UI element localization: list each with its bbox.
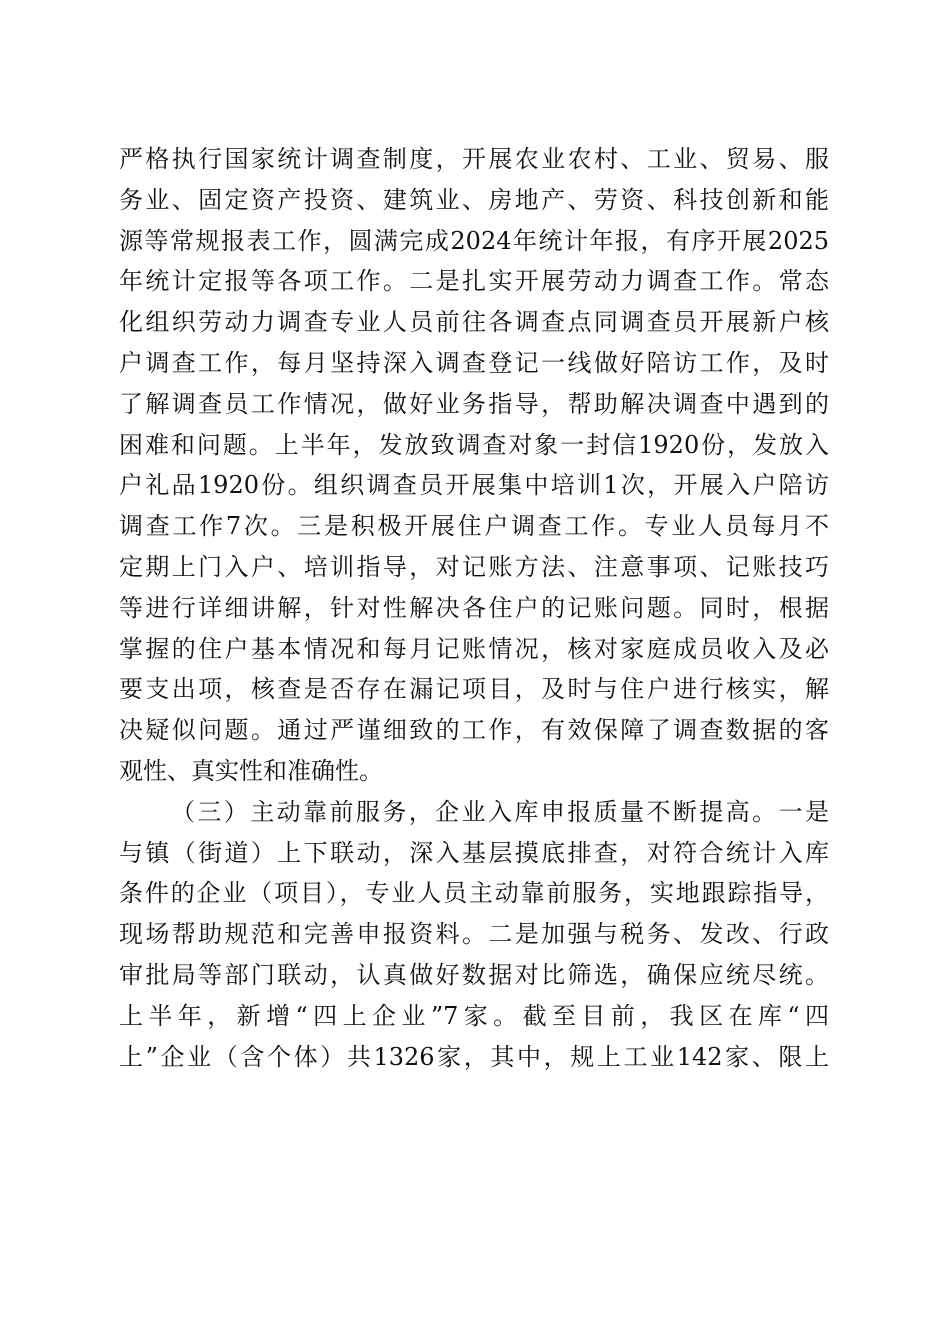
text-line-23: 上”企业（含个体）共1326家，其中，规上工业142家、限上: [119, 1042, 829, 1071]
text-line-16: 观性、真实性和准确性。: [119, 756, 383, 785]
text-line-14: 要支出项，核查是否存在漏记项目，及时与住户进行核实，解: [119, 675, 829, 704]
text-line-13: 掌握的住户基本情况和每月记账情况，核对家庭成员收入及必: [119, 634, 829, 663]
section-heading-line: （三）主动靠前服务，企业入库申报质量不断提高。一是: [171, 797, 829, 826]
text-line-7: 了解调查员工作情况，做好业务指导，帮助解决调查中遇到的: [119, 389, 829, 418]
text-line-11: 定期上门入户、培训指导，对记账方法、注意事项、记账技巧: [119, 552, 829, 581]
text-line-20: 现场帮助规范和完善申报资料。二是加强与税务、发改、行政: [119, 920, 829, 949]
text-line-21: 审批局等部门联动，认真做好数据对比筛选，确保应统尽统。: [119, 960, 829, 989]
text-line-18: 与镇（街道）上下联动，深入基层摸底排查，对符合统计入库: [119, 838, 829, 867]
text-line-10: 调查工作7次。三是积极开展住户调查工作。专业人员每月不: [119, 512, 829, 541]
text-line-8: 困难和问题。上半年，发放致调查对象一封信1920份，发放入: [119, 430, 829, 459]
body-text: [119, 139, 829, 1077]
text-line-22: 上半年，新增“四上企业”7家。截至目前，我区在库“四: [119, 1001, 829, 1030]
text-line-5: 化组织劳动力调查专业人员前往各调查点同调查员开展新户核: [119, 308, 829, 337]
text-line-15: 决疑似问题。通过严谨细致的工作，有效保障了调查数据的客: [119, 716, 829, 745]
text-line-9: 户礼品1920份。组织调查员开展集中培训1次，开展入户陪访: [119, 471, 829, 500]
text-line-4: 年统计定报等各项工作。二是扎实开展劳动力调查工作。常态: [119, 267, 829, 296]
text-line-2: 务业、固定资产投资、建筑业、房地产、劳资、科技创新和能: [119, 185, 829, 214]
text-line-3: 源等常规报表工作，圆满完成2024年统计年报，有序开展2025: [119, 226, 829, 255]
text-line-1: 严格执行国家统计调查制度，开展农业农村、工业、贸易、服: [119, 145, 829, 173]
text-line-6: 户调查工作，每月坚持深入调查登记一线做好陪访工作，及时: [119, 348, 829, 377]
text-line-12: 等进行详细讲解，针对性解决各住户的记账问题。同时，根据: [119, 593, 829, 622]
text-line-19: 条件的企业（项目），专业人员主动靠前服务，实地跟踪指导，: [119, 879, 829, 908]
